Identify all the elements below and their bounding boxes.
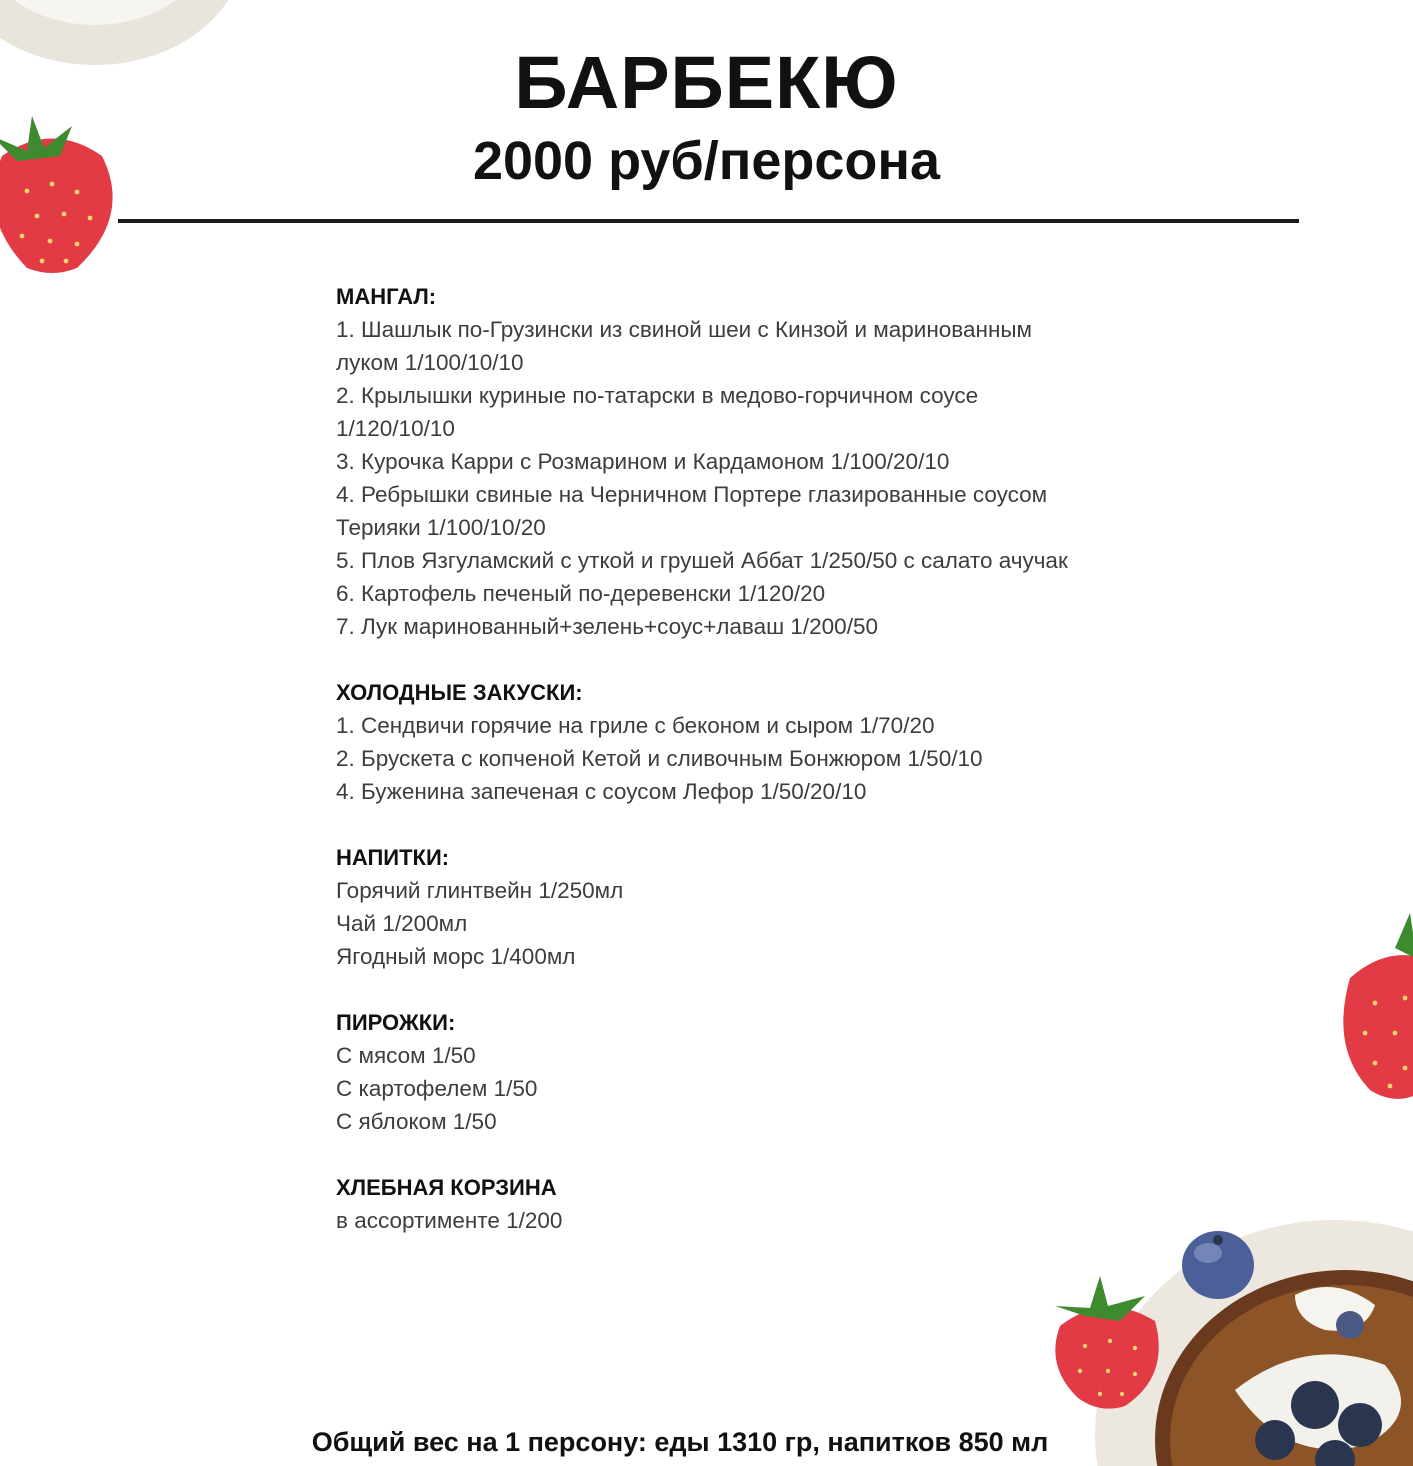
section-cold-snacks bbox=[336, 676, 1166, 808]
list-item: 4. Буженина запеченая с соусом Лефор 1/50/20/10 bbox=[336, 779, 867, 804]
page-title: БАРБЕКЮ bbox=[514, 41, 899, 124]
strawberry-image bbox=[1050, 1276, 1165, 1412]
section-items bbox=[336, 1204, 1166, 1237]
section-items bbox=[336, 874, 1166, 973]
list-item: 2. Крылышки куриные по-татарски в медово-горчичном соусе bbox=[336, 383, 979, 408]
list-item: 2. Брускета с копченой Кетой и сливочным Бонжюром 1/50/10 bbox=[336, 746, 983, 771]
section-bread-basket bbox=[336, 1171, 1166, 1237]
list-item: Терияки 1/100/10/20 bbox=[336, 515, 546, 540]
list-item: 5. Плов Язгуламский с уткой и грушей Аббат 1/250/50 с салато ачучак bbox=[336, 548, 1068, 573]
section-items bbox=[336, 1039, 1166, 1138]
list-item: в ассортименте 1/200 bbox=[336, 1208, 563, 1233]
section-drinks bbox=[336, 841, 1166, 973]
list-item: 4. Ребрышки свиные на Черничном Портере глазированные соусом bbox=[336, 482, 1048, 507]
list-item: луком 1/100/10/10 bbox=[336, 350, 524, 375]
section-title: МАНГАЛ: bbox=[336, 284, 437, 309]
list-item: 1/120/10/10 bbox=[336, 416, 455, 441]
strawberry-image bbox=[1335, 908, 1413, 1104]
total-weight-note: Общий вес на 1 персону: еды 1310 гр, напитков 850 мл bbox=[311, 1427, 1049, 1457]
list-item: Горячий глинтвейн 1/250мл bbox=[336, 878, 624, 903]
header-divider bbox=[118, 219, 1299, 223]
section-items bbox=[336, 313, 1166, 643]
list-item: 7. Лук маринованный+зелень+соус+лаваш 1/200/50 bbox=[336, 614, 878, 639]
section-title: ХОЛОДНЫЕ ЗАКУСКИ: bbox=[336, 680, 583, 705]
section-mangal bbox=[336, 280, 1166, 643]
list-item: Чай 1/200мл bbox=[336, 911, 468, 936]
section-title: ХЛЕБНАЯ КОРЗИНА bbox=[336, 1175, 557, 1200]
list-item: С картофелем 1/50 bbox=[336, 1076, 538, 1101]
list-item: 1. Шашлык по-Грузински из свиной шеи с Кинзой и маринованным bbox=[336, 317, 1033, 342]
section-items bbox=[336, 709, 1166, 808]
section-title: НАПИТКИ: bbox=[336, 845, 450, 870]
list-item: 3. Курочка Карри с Розмарином и Кардамоном 1/100/20/10 bbox=[336, 449, 950, 474]
price-subtitle: 2000 руб/персона bbox=[472, 131, 941, 191]
menu-list bbox=[336, 280, 1166, 1270]
list-item: С яблоком 1/50 bbox=[336, 1109, 497, 1134]
list-item: С мясом 1/50 bbox=[336, 1043, 476, 1068]
list-item: 1. Сендвичи горячие на гриле с беконом и сыром 1/70/20 bbox=[336, 713, 935, 738]
section-title: ПИРОЖКИ: bbox=[336, 1010, 456, 1035]
section-pies bbox=[336, 1006, 1166, 1138]
blueberry-image bbox=[1178, 1228, 1258, 1302]
list-item: 6. Картофель печеный по-деревенски 1/120/20 bbox=[336, 581, 826, 606]
list-item: Ягодный морс 1/400мл bbox=[336, 944, 576, 969]
